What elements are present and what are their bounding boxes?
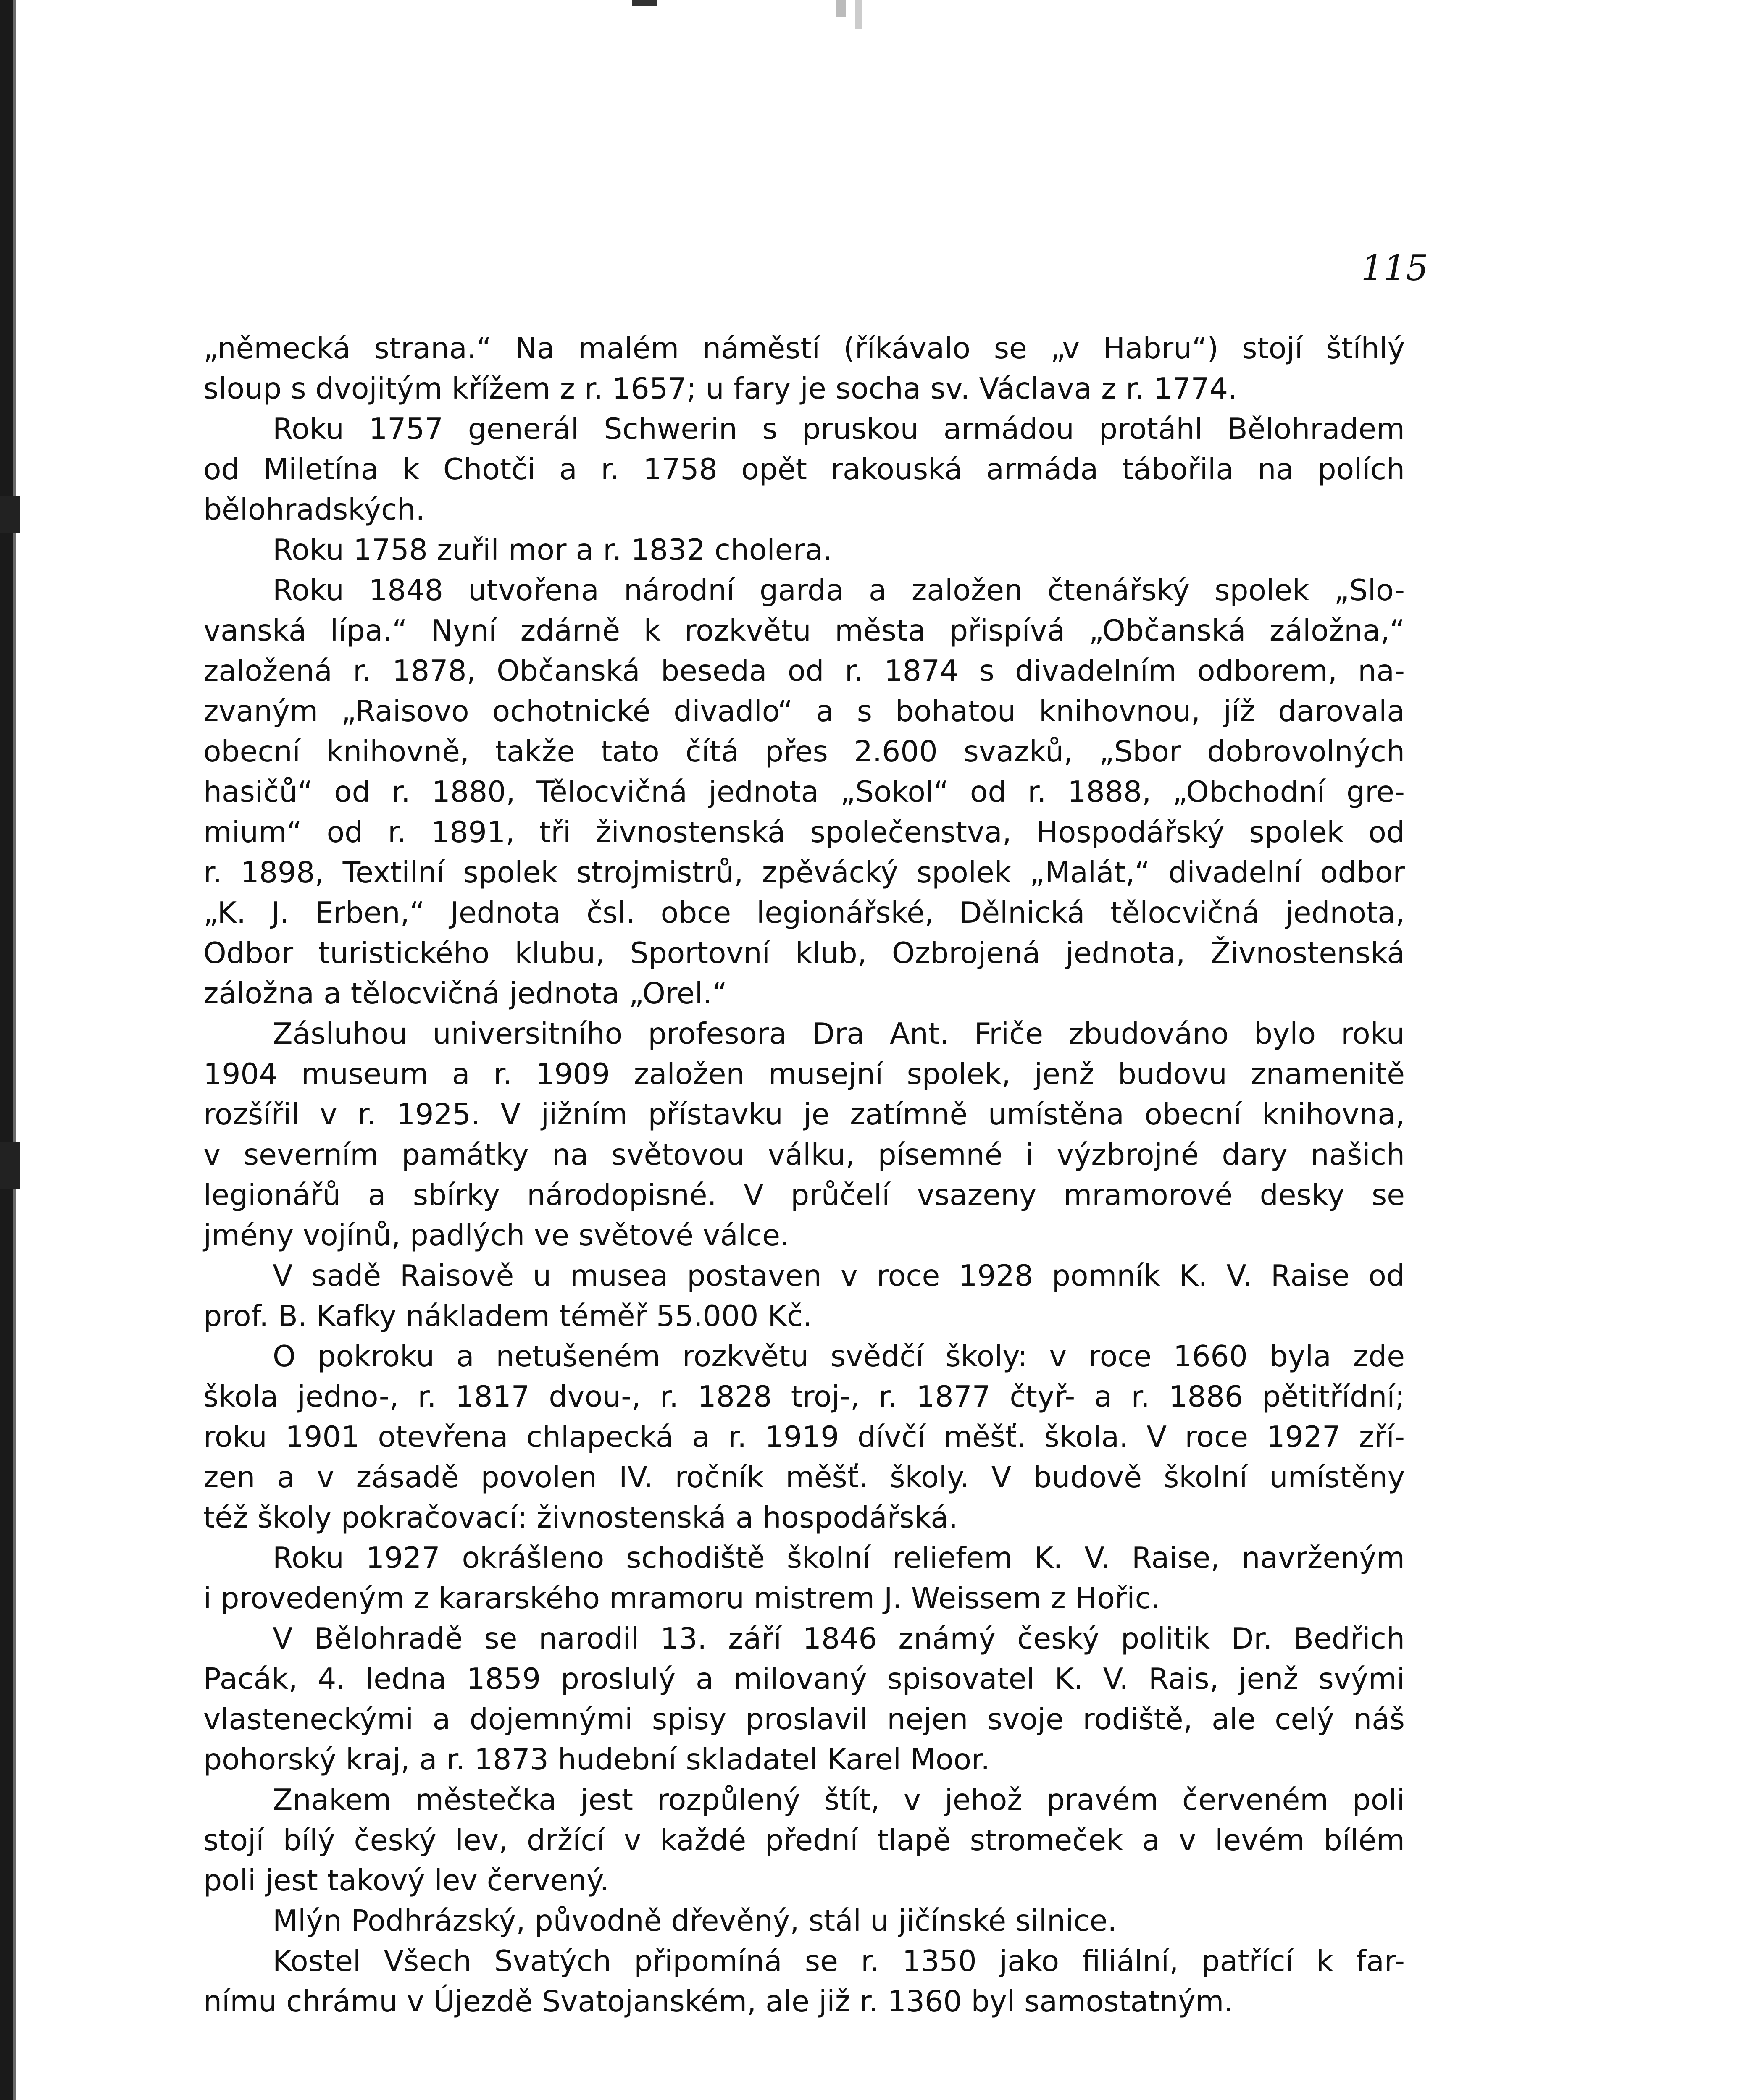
paragraph <box>203 1256 1405 1336</box>
text-line: 1904 museum a r. 1909 založen musejní spolek, jenž budovu znamenitě <box>203 1057 1405 1091</box>
text-line: zen a v zásadě povolen IV. ročník měšť. školy. V budově školní umístěny <box>203 1460 1405 1494</box>
text-line: Roku 1757 generál Schwerin s pruskou armádou protáhl Bělohradem <box>273 412 1405 446</box>
text-line: od Miletína k Chotči a r. 1758 opět rakouská armáda tábořila na polích <box>203 452 1405 486</box>
text-line: Mlýn Podhrázský, původně dřevěný, stál u jičínské silnice. <box>273 1904 1117 1938</box>
text-line: Roku 1848 utvořena národní garda a založen čtenářský spolek „Slo- <box>273 573 1405 607</box>
text-line: Roku 1927 okrášleno schodiště školní reliefem K. V. Raise, navrženým <box>273 1541 1405 1575</box>
text-line: legionářů a sbírky národopisné. V průčelí vsazeny mramorové desky se <box>203 1178 1405 1212</box>
paragraph <box>203 1901 1405 1941</box>
text-line: Zásluhou universitního profesora Dra Ant. Friče zbudováno bylo roku <box>273 1017 1405 1051</box>
text-line: O pokroku a netušeném rozkvětu svědčí školy: v roce 1660 byla zde <box>273 1339 1405 1373</box>
text-line: nímu chrámu v Újezdě Svatojanském, ale již r. 1360 byl samostatným. <box>203 1984 1233 2019</box>
text-line: poli jest takový lev červený. <box>203 1864 609 1898</box>
text-line: obecní knihovně, takže tato čítá přes 2.600 svazků, „Sbor dobrovolných <box>203 735 1405 769</box>
paragraph <box>203 530 1405 570</box>
paragraph <box>203 1336 1405 1538</box>
scan-top-mark-1 <box>632 0 657 6</box>
paragraph <box>203 409 1405 530</box>
text-line: V sadě Raisově u musea postaven v roce 1928 pomník K. V. Raise od <box>273 1259 1405 1293</box>
text-line: hasičů“ od r. 1880, Tělocvičná jednota „Sokol“ od r. 1888, „Obchodní gre- <box>203 775 1405 809</box>
paragraph <box>203 1619 1405 1780</box>
text-line: záložna a tělocvičná jednota „Orel.“ <box>203 976 728 1011</box>
paragraph <box>203 1780 1405 1901</box>
text-line: Kostel Všech Svatých připomíná se r. 1350 jako filiální, patřící k far- <box>273 1944 1405 1978</box>
text-line: „německá strana.“ Na malém náměstí (říkávalo se „v Habru“) stojí štíhlý <box>203 331 1405 365</box>
paragraph <box>203 570 1405 1014</box>
scan-top-mark-2 <box>836 0 846 17</box>
text-line: škola jedno-, r. 1817 dvou-, r. 1828 troj-, r. 1877 čtyř- a r. 1886 pětitřídní; <box>203 1380 1405 1414</box>
paragraph <box>203 1538 1405 1619</box>
text-line: též školy pokračovací: živnostenská a hospodářská. <box>203 1501 958 1535</box>
text-line: Znakem městečka jest rozpůlený štít, v jehož pravém červeném poli <box>273 1783 1405 1817</box>
scan-top-mark-3 <box>855 0 862 29</box>
binding-mark-upper <box>0 496 20 533</box>
text-line: jmény vojínů, padlých ve světové válce. <box>203 1218 790 1252</box>
text-line: vlasteneckými a dojemnými spisy proslavil nejen svoje rodiště, ale celý náš <box>203 1702 1405 1736</box>
text-line: V Bělohradě se narodil 13. září 1846 známý český politik Dr. Bedřich <box>273 1622 1405 1656</box>
paragraph <box>203 328 1405 409</box>
text-line: vanská lípa.“ Nyní zdárně k rozkvětu města přispívá „Občanská záložna,“ <box>203 614 1405 648</box>
text-line: stojí bílý český lev, držící v každé přední tlapě stromeček a v levém bílém <box>203 1823 1405 1857</box>
text-line: pohorský kraj, a r. 1873 hudební skladatel Karel Moor. <box>203 1743 990 1777</box>
text-line: mium“ od r. 1891, tři živnostenská společenstva, Hospodářský spolek od <box>203 815 1405 849</box>
text-line: Pacák, 4. ledna 1859 proslulý a milovaný spisovatel K. V. Rais, jenž svými <box>203 1662 1405 1696</box>
text-body <box>203 328 1405 2022</box>
scan-edge-left <box>0 0 13 2100</box>
text-line: zvaným „Raisovo ochotnické divadlo“ a s bohatou knihovnou, jíž darovala <box>203 694 1405 728</box>
text-line: bělohradských. <box>203 493 425 527</box>
text-line: v severním památky na světovou válku, písemné i výzbrojné dary našich <box>203 1138 1405 1172</box>
paragraph <box>203 1941 1405 2022</box>
text-line: i provedeným z kararského mramoru mistrem J. Weissem z Hořic. <box>203 1581 1160 1615</box>
paragraph <box>203 1014 1405 1256</box>
binding-mark-lower <box>0 1142 20 1189</box>
text-line: roku 1901 otevřena chlapecká a r. 1919 dívčí měšť. škola. V roce 1927 zří- <box>203 1420 1405 1454</box>
text-line: „K. J. Erben,“ Jednota čsl. obce legionářské, Dělnická tělocvičná jednota, <box>203 896 1405 930</box>
text-line: prof. B. Kafky nákladem téměř 55.000 Kč. <box>203 1299 812 1333</box>
text-line: Odbor turistického klubu, Sportovní klub, Ozbrojená jednota, Živnostenská <box>203 936 1405 970</box>
scan-edge-line <box>13 0 16 2100</box>
text-line: Roku 1758 zuřil mor a r. 1832 cholera. <box>273 533 832 567</box>
page-number: 115 <box>1361 247 1428 289</box>
text-line: rozšířil v r. 1925. V jižním přístavku je zatímně umístěna obecní knihovna, <box>203 1097 1405 1131</box>
text-line: založená r. 1878, Občanská beseda od r. 1874 s divadelním odborem, na- <box>203 654 1405 688</box>
text-line: sloup s dvojitým křížem z r. 1657; u fary je socha sv. Václava z r. 1774. <box>203 372 1238 406</box>
text-line: r. 1898, Textilní spolek strojmistrů, zpěvácký spolek „Malát,“ divadelní odbor <box>203 856 1405 890</box>
